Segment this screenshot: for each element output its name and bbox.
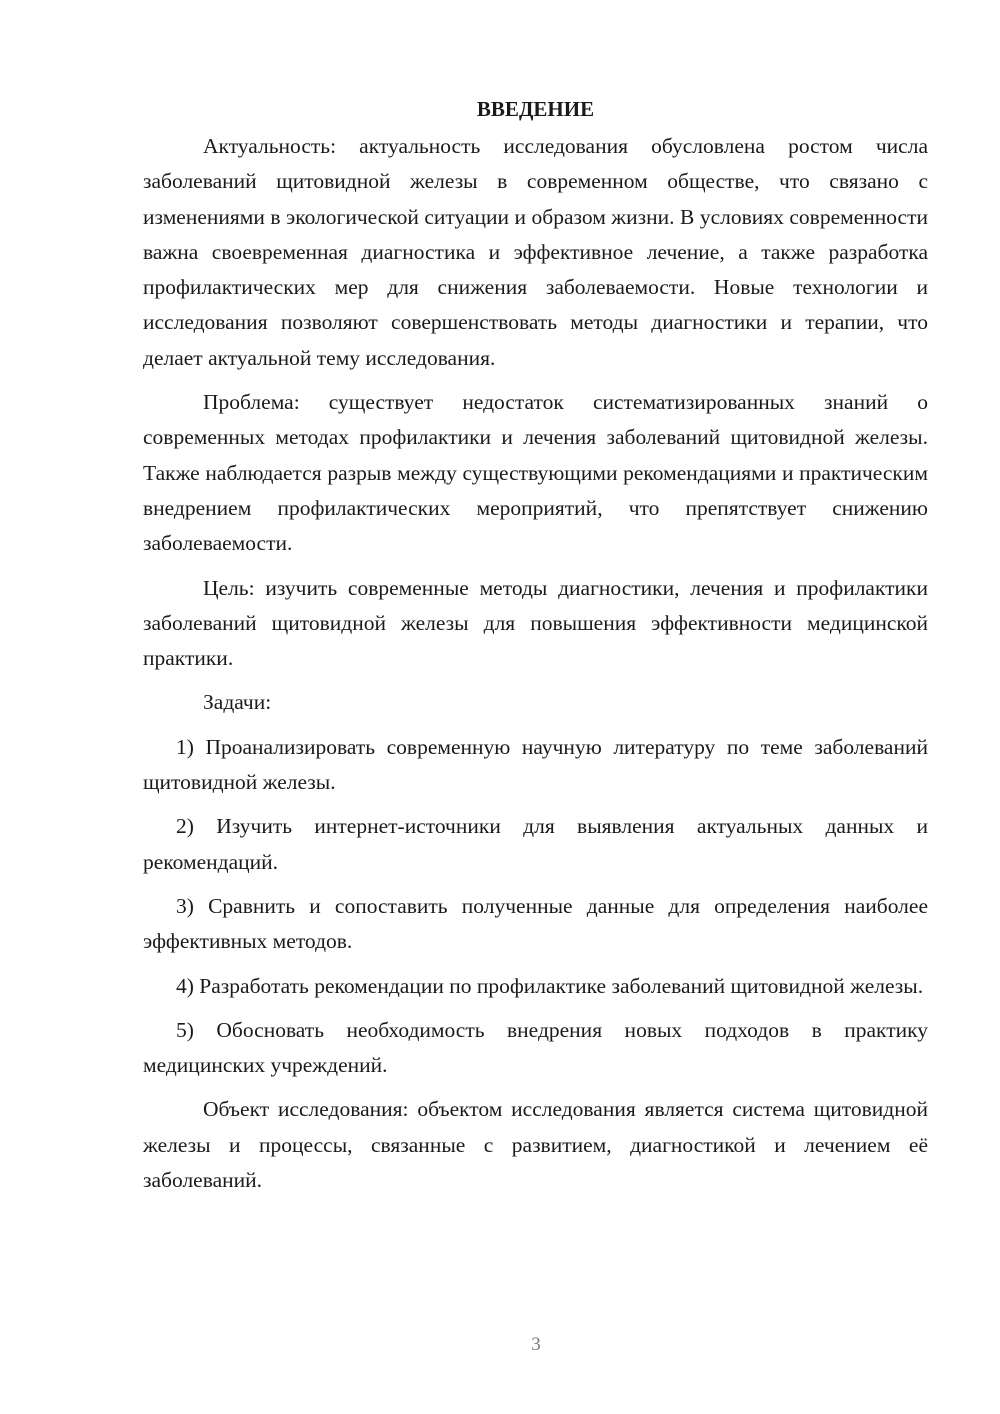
task-item-5: 5) Обосновать необходимость внедрения новых подходов в практику медицинских учреждений. bbox=[143, 1017, 928, 1078]
object-paragraph: Объект исследования: объектом исследования является система щитовидной железы и процессы, связанные с развитием, диагностикой и лечением её заболеваний. bbox=[143, 1097, 928, 1193]
relevance-paragraph: Актуальность: актуальность исследования обусловлена ростом числа заболеваний щитовидной железы в современном обществе, что связано с изменениями в экологической ситуации и образом жизни. В условиях современности важна своевременная диагностика и эффективное лечение, а также разработка профилактических мер для снижения заболеваемости. Новые технологии и исследования позволяют совершенствовать методы диагностики и терапии, что делает актуальной тему исследования. bbox=[143, 134, 928, 370]
task-item-4: 4) Разработать рекомендации по профилактике заболеваний щитовидной железы. bbox=[176, 973, 924, 998]
problem-paragraph: Проблема: существует недостаток систематизированных знаний о современных методах профилактики и лечения заболеваний щитовидной железы. Также наблюдается разрыв между существующими рекомендациями и практическим внедрением профилактических мероприятий, что препятствует снижению заболеваемости. bbox=[143, 390, 928, 556]
task-item-1: 1) Проанализировать современную научную литературу по теме заболеваний щитовидной железы. bbox=[143, 734, 928, 795]
goal-paragraph: Цель: изучить современные методы диагностики, лечения и профилактики заболеваний щитовидной железы для повышения эффективности медицинской практики. bbox=[143, 575, 928, 671]
task-item-3: 3) Сравнить и сопоставить полученные данные для определения наиболее эффективных методов. bbox=[143, 893, 928, 954]
tasks-heading: Задачи: bbox=[203, 690, 272, 715]
section-title: ВВЕДЕНИЕ bbox=[476, 97, 595, 121]
document-page bbox=[143, 92, 928, 1198]
page-number: 3 bbox=[531, 1334, 541, 1355]
task-item-2: 2) Изучить интернет-источники для выявления актуальных данных и рекомендаций. bbox=[143, 814, 928, 874]
